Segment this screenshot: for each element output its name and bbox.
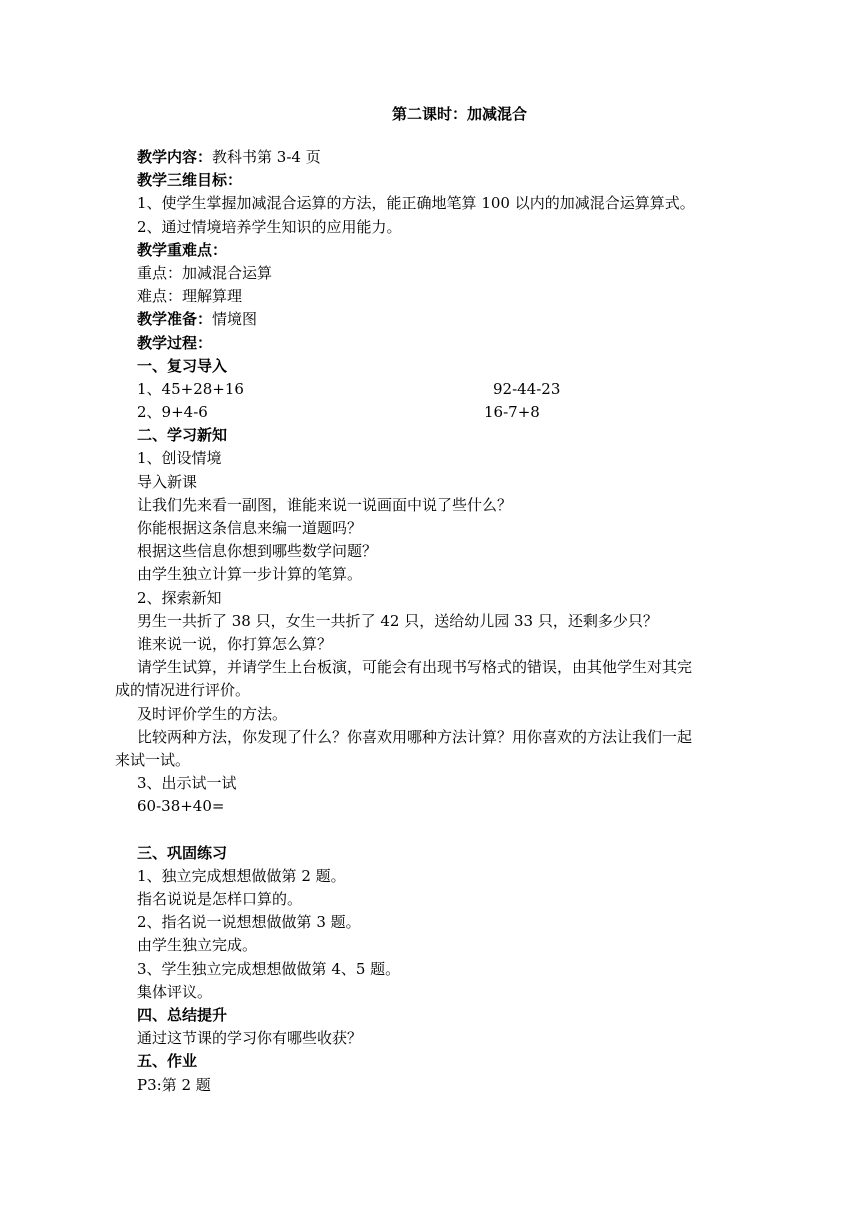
process-heading: 教学过程： <box>137 333 213 352</box>
compare-line-1: 比较两种方法，你发现了什么？你喜欢用哪种方法计算？用你喜欢的方法让我们一起 <box>137 727 693 746</box>
exercise-1-note: 指名说说是怎样口算的。 <box>137 890 303 908</box>
hard-point: 难点：理解算理 <box>137 287 243 306</box>
review-2-a: 2、9+4-6 <box>137 403 208 422</box>
question-2: 你能根据这条信息来编一道题吗？ <box>137 519 363 537</box>
trial-line-2: 成的情况进行评价。 <box>115 681 251 700</box>
blank-line <box>137 818 782 841</box>
section-2-heading: 二、学习新知 <box>137 426 228 445</box>
summary: 通过这节课的学习你有哪些收获？ <box>137 1029 363 1048</box>
content-row <box>137 146 782 169</box>
difficulty-heading: 教学重难点： <box>137 240 228 259</box>
exercise-3-note: 集体评议。 <box>137 982 213 1001</box>
section-3-heading: 三、巩固练习 <box>137 843 228 862</box>
section-1-heading: 一、复习导入 <box>137 356 228 375</box>
sub-3: 3、出示试一试 <box>137 774 237 793</box>
try-expression: 60-38+40= <box>137 797 225 816</box>
review-1-b: 92-44-23 <box>493 379 561 398</box>
content-label: 教学内容： <box>137 148 213 166</box>
intro: 导入新课 <box>137 472 198 491</box>
goals-heading: 教学三维目标： <box>137 171 243 190</box>
review-1-a: 1、45+28+16 <box>137 379 244 398</box>
review-2-b: 16-7+8 <box>484 403 540 422</box>
exercise-1: 1、独立完成想想做做第 2 题。 <box>137 866 346 885</box>
section-4-heading: 四、总结提升 <box>137 1005 228 1024</box>
section-5-heading: 五、作业 <box>137 1052 198 1071</box>
exercise-3: 3、学生独立完成想想做做第 4、5 题。 <box>137 959 401 978</box>
compare-line-2: 来试一试。 <box>115 750 191 769</box>
exercise-2: 2、指名说一说想想做做第 3 题。 <box>137 913 361 932</box>
lesson-plan-page <box>115 100 782 1097</box>
homework: P3:第 2 题 <box>137 1075 211 1094</box>
goal-1: 1、使学生掌握加减混合运算的方法，能正确地笔算 100 以内的加减混合运算算式。 <box>137 194 695 213</box>
content-value: 教科书第 3-4 页 <box>212 148 321 166</box>
problem: 男生一共折了 38 只，女生一共折了 42 只，送给幼儿园 33 只，还剩多少只？ <box>137 611 658 630</box>
page-title: 第二课时：加减混合 <box>391 105 527 123</box>
question-1: 让我们先来看一副图，谁能来说一说画面中说了些什么？ <box>137 495 513 514</box>
prep-label: 教学准备： <box>137 310 213 329</box>
trial-line-1: 请学生试算，并请学生上台板演，可能会有出现书写格式的错误，由其他学生对其完 <box>137 658 693 677</box>
key-point: 重点：加减混合运算 <box>137 263 273 282</box>
sub-2: 2、探索新知 <box>137 588 222 607</box>
sub-1: 1、创设情境 <box>137 449 222 468</box>
evaluation: 及时评价学生的方法。 <box>137 704 288 723</box>
ask: 谁来说一说，你打算怎么算？ <box>137 634 333 653</box>
question-4: 由学生独立计算一步计算的笔算。 <box>137 565 363 584</box>
exercise-2-note: 由学生独立完成。 <box>137 936 258 955</box>
prep-row <box>137 308 782 331</box>
review-row-1 <box>137 378 782 401</box>
prep-value: 情境图 <box>212 310 258 329</box>
question-3: 根据这些信息你想到哪些数学问题？ <box>137 542 378 561</box>
review-row-2 <box>137 401 782 424</box>
goal-2: 2、通过情境培养学生知识的应用能力。 <box>137 217 402 236</box>
